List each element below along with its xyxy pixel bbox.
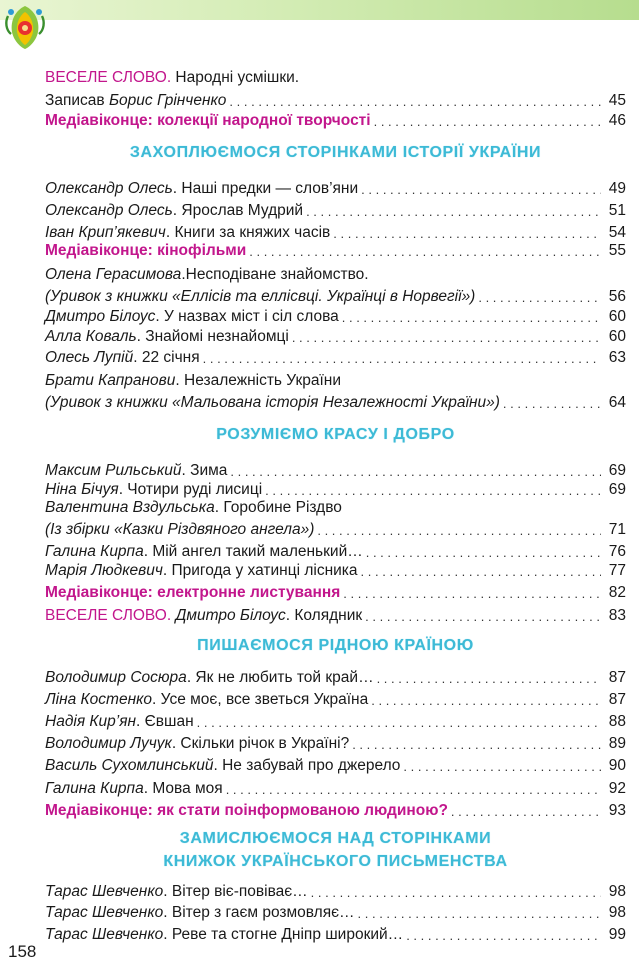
- entry-author: Тарас Шевченко: [45, 883, 164, 900]
- toc-entry-text: [45, 498, 342, 518]
- entry-author: Володимир Сосюра: [45, 669, 187, 686]
- entry-author: Галина Кирпа: [45, 543, 144, 560]
- toc-entry[interactable]: [45, 496, 626, 518]
- entry-title: . Скільки річок в Україні?: [171, 735, 350, 752]
- media-window-label: Медіавіконце: як стати поінформованою людиною?: [45, 802, 448, 819]
- toc-entry-text: [45, 583, 340, 603]
- entry-author: Надія Кир’ян: [45, 713, 137, 730]
- entry-page-number: 56: [608, 288, 626, 305]
- leader-dots: [377, 670, 601, 688]
- entry-page-number: 89: [608, 735, 626, 752]
- leader-dots: [203, 350, 601, 368]
- toc-entry-text: [45, 307, 339, 327]
- entry-title: .Несподіване знайомство.: [181, 266, 369, 283]
- leader-dots: [226, 781, 601, 799]
- toc-entry[interactable]: [45, 710, 626, 732]
- entry-author: Валентина Вздульська: [45, 499, 215, 516]
- toc-entry[interactable]: [45, 754, 626, 776]
- toc-entry[interactable]: [45, 346, 626, 368]
- toc-entry[interactable]: [45, 880, 626, 902]
- entry-page-number: 87: [608, 669, 626, 686]
- section-heading: РОЗУМІЄМО КРАСУ І ДОБРО: [216, 426, 455, 443]
- toc-entry-text: [45, 606, 362, 626]
- toc-entry-text: [45, 371, 341, 391]
- entry-page-number: 64: [608, 394, 626, 411]
- entry-title: . У назвах міст і сіл слова: [155, 308, 339, 325]
- entry-page-number: 82: [608, 584, 626, 601]
- toc-entry-text: [45, 779, 223, 799]
- entry-author: Олександр Олесь: [45, 180, 173, 197]
- entry-title: . Зима: [181, 462, 228, 479]
- entry-prefix: ВЕСЕЛЕ СЛОВО.: [45, 607, 176, 624]
- entry-page-number: 93: [608, 802, 626, 819]
- entry-continuation: (Уривок з книжки «Еллісів та еллісвці. Українці в Норвегії»): [45, 288, 476, 305]
- toc-entry[interactable]: [45, 799, 626, 821]
- leader-dots: [365, 608, 601, 626]
- entry-title: . Реве та стогне Дніпр широкий…: [163, 926, 404, 943]
- toc-entry-text: [45, 348, 200, 368]
- entry-page-number: 92: [608, 780, 626, 797]
- entry-author: Олесь Лупій: [45, 349, 134, 366]
- toc-entry-text: [45, 712, 194, 732]
- entry-author: Олександр Олесь: [45, 202, 173, 219]
- toc-entry-text: [45, 111, 371, 131]
- toc-entry[interactable]: [45, 391, 626, 413]
- toc-entry[interactable]: [45, 89, 626, 111]
- entry-page-number: 99: [608, 926, 626, 943]
- entry-page-number: 46: [608, 112, 626, 129]
- toc-entry-text: [45, 179, 358, 199]
- leader-dots: [249, 243, 601, 261]
- entry-title: . Книги за княжих часів: [165, 224, 331, 241]
- toc-entry-text: [45, 68, 299, 88]
- toc-entry[interactable]: [45, 177, 626, 199]
- toc-entry-text: [45, 561, 358, 581]
- entry-title: . Чотири руді лисиці: [118, 481, 263, 498]
- entry-page-number: 60: [608, 308, 626, 325]
- entry-page-number: 69: [608, 481, 626, 498]
- leader-dots: [343, 585, 601, 603]
- entry-author: Дмитро Білоус: [45, 308, 156, 325]
- entry-author: Тарас Шевченко: [45, 904, 164, 921]
- leader-dots: [503, 395, 601, 413]
- entry-page-number: 55: [608, 242, 626, 259]
- toc-entry[interactable]: [45, 325, 626, 347]
- toc-entry-text: [45, 925, 403, 945]
- toc-entry-text: [45, 91, 226, 111]
- entry-page-number: 77: [608, 562, 626, 579]
- entry-title: . Наші предки — слов’яни: [172, 180, 359, 197]
- toc-entry[interactable]: [45, 518, 626, 540]
- entry-title: . Як не любить той край…: [186, 669, 374, 686]
- entry-prefix: Записав: [45, 92, 109, 109]
- leader-dots: [406, 927, 601, 945]
- entry-title: . Незалежність України: [175, 372, 341, 389]
- leader-dots: [317, 522, 601, 540]
- entry-author: Галина Кирпа: [45, 780, 144, 797]
- entry-title: . Усе моє, все зветься Україна: [152, 691, 369, 708]
- toc-entry-text: [45, 690, 368, 710]
- leader-dots: [292, 329, 601, 347]
- entry-continuation: (Із збірки «Казки Різдвяного ангела»): [45, 521, 315, 538]
- entry-page-number: 71: [608, 521, 626, 538]
- toc-entry-text: [45, 287, 475, 307]
- entry-title: . Мій ангел такий маленький…: [143, 543, 363, 560]
- entry-title: . Вітер віє-повіває…: [163, 883, 308, 900]
- leader-dots: [358, 905, 601, 923]
- entry-page-number: 54: [608, 224, 626, 241]
- entry-page-number: 83: [608, 607, 626, 624]
- toc-entry-text: [45, 201, 303, 221]
- toc-entry-text: [45, 520, 314, 540]
- toc-entry-text: [45, 801, 448, 821]
- toc-entry-text: [45, 327, 289, 347]
- section-heading-line-2: КНИЖОК УКРАЇНСЬКОГО ПИСЬМЕНСТВА: [163, 853, 508, 870]
- leader-dots: [374, 113, 601, 131]
- entry-author: Дмитро Білоус: [175, 607, 286, 624]
- media-window-label: Медіавіконце: колекції народної творчості: [45, 112, 371, 129]
- entry-prefix: ВЕСЕЛЕ СЛОВО.: [45, 69, 172, 86]
- toc-entry[interactable]: [45, 604, 626, 626]
- toc-entry[interactable]: [45, 239, 626, 261]
- entry-author: Ніна Бічуя: [45, 481, 119, 498]
- entry-title: . Не забувай про джерело: [213, 757, 401, 774]
- toc-entry-text: [45, 241, 246, 261]
- page-number: 158: [8, 942, 37, 961]
- entry-title: . Мова моя: [143, 780, 223, 797]
- entry-author: Алла Коваль: [45, 328, 137, 345]
- toc-entry-text: [45, 882, 308, 902]
- entry-page-number: 51: [608, 202, 626, 219]
- leader-dots: [451, 803, 601, 821]
- entry-author: Іван Крип’якевич: [45, 224, 166, 241]
- entry-title: . Знайомі незнайомці: [136, 328, 289, 345]
- toc-entry[interactable]: [45, 923, 626, 945]
- entry-page-number: 45: [608, 92, 626, 109]
- toc-entry[interactable]: [45, 109, 626, 131]
- leader-dots: [371, 692, 601, 710]
- entry-author: Брати Капранови: [45, 372, 176, 389]
- entry-author: Олена Герасимова: [45, 266, 182, 283]
- entry-title: . Колядник: [285, 607, 363, 624]
- leader-dots: [403, 758, 601, 776]
- toc-entry-text: [45, 734, 349, 754]
- media-window-label: Медіавіконце: кінофільми: [45, 242, 247, 259]
- toc-entry-text: [45, 668, 374, 688]
- entry-page-number: 60: [608, 328, 626, 345]
- entry-continuation: (Уривок з книжки «Мальована історія Незалежності України»): [45, 394, 500, 411]
- toc-entry[interactable]: [45, 688, 626, 710]
- entry-title: . Вітер з гаєм розмовляє…: [163, 904, 355, 921]
- leader-dots: [311, 884, 601, 902]
- entry-page-number: 90: [608, 757, 626, 774]
- toc-entry[interactable]: [45, 666, 626, 688]
- toc-entry[interactable]: [45, 66, 626, 88]
- toc-entry[interactable]: [45, 285, 626, 307]
- toc-entry[interactable]: [45, 263, 626, 285]
- toc-entry-text: [45, 393, 500, 413]
- section-heading: ЗАХОПЛЮЄМОСЯ СТОРІНКАМИ ІСТОРІЇ УКРАЇНИ: [129, 144, 542, 161]
- entry-page-number: 49: [608, 180, 626, 197]
- toc-entry[interactable]: [45, 199, 626, 221]
- entry-title: . Пригода у хатинці лісника: [162, 562, 358, 579]
- toc-entry[interactable]: [45, 901, 626, 923]
- toc-entry-text: [45, 903, 355, 923]
- entry-page-number: 98: [608, 904, 626, 921]
- entry-author: Володимир Лучук: [45, 735, 172, 752]
- entry-page-number: 98: [608, 883, 626, 900]
- toc-entry[interactable]: [45, 581, 626, 603]
- toc-entry-text: [45, 265, 369, 285]
- entry-page-number: 63: [608, 349, 626, 366]
- leader-dots: [361, 563, 601, 581]
- toc-entry[interactable]: [45, 732, 626, 754]
- entry-author: Максим Рильський: [45, 462, 182, 479]
- entry-page-number: 88: [608, 713, 626, 730]
- entry-author: Василь Сухомлинський: [45, 757, 214, 774]
- leader-dots: [197, 714, 601, 732]
- top-decorative-band: [0, 0, 639, 20]
- ornament-logo-icon: [2, 2, 48, 52]
- entry-title: . 22 січня: [133, 349, 200, 366]
- toc-entry[interactable]: [45, 777, 626, 799]
- toc-entry-text: [45, 756, 400, 776]
- entry-title: . Горобине Різдво: [214, 499, 342, 516]
- entry-title: . Ярослав Мудрий: [172, 202, 304, 219]
- entry-author: Ліна Костенко: [45, 691, 153, 708]
- toc-entry[interactable]: [45, 305, 626, 327]
- media-window-label: Медіавіконце: електронне листування: [45, 584, 341, 601]
- leader-dots: [352, 736, 601, 754]
- entry-author: Тарас Шевченко: [45, 926, 164, 943]
- entry-title: Народні усмішки.: [171, 69, 300, 86]
- entry-page-number: 69: [608, 462, 626, 479]
- entry-author: Борис Грінченко: [108, 92, 227, 109]
- entry-page-number: 87: [608, 691, 626, 708]
- section-heading: ПИШАЄМОСЯ РІДНОЮ КРАЇНОЮ: [197, 637, 474, 654]
- toc-entry[interactable]: [45, 559, 626, 581]
- toc-entry[interactable]: [45, 369, 626, 391]
- entry-page-number: 76: [608, 543, 626, 560]
- section-heading: ЗАМИСЛЮЄМОСЯ НАД СТОРІНКАМИ: [179, 830, 492, 847]
- entry-author: Марія Людкевич: [45, 562, 163, 579]
- leader-dots: [361, 181, 601, 199]
- entry-title: . Євшан: [136, 713, 194, 730]
- leader-dots: [306, 203, 601, 221]
